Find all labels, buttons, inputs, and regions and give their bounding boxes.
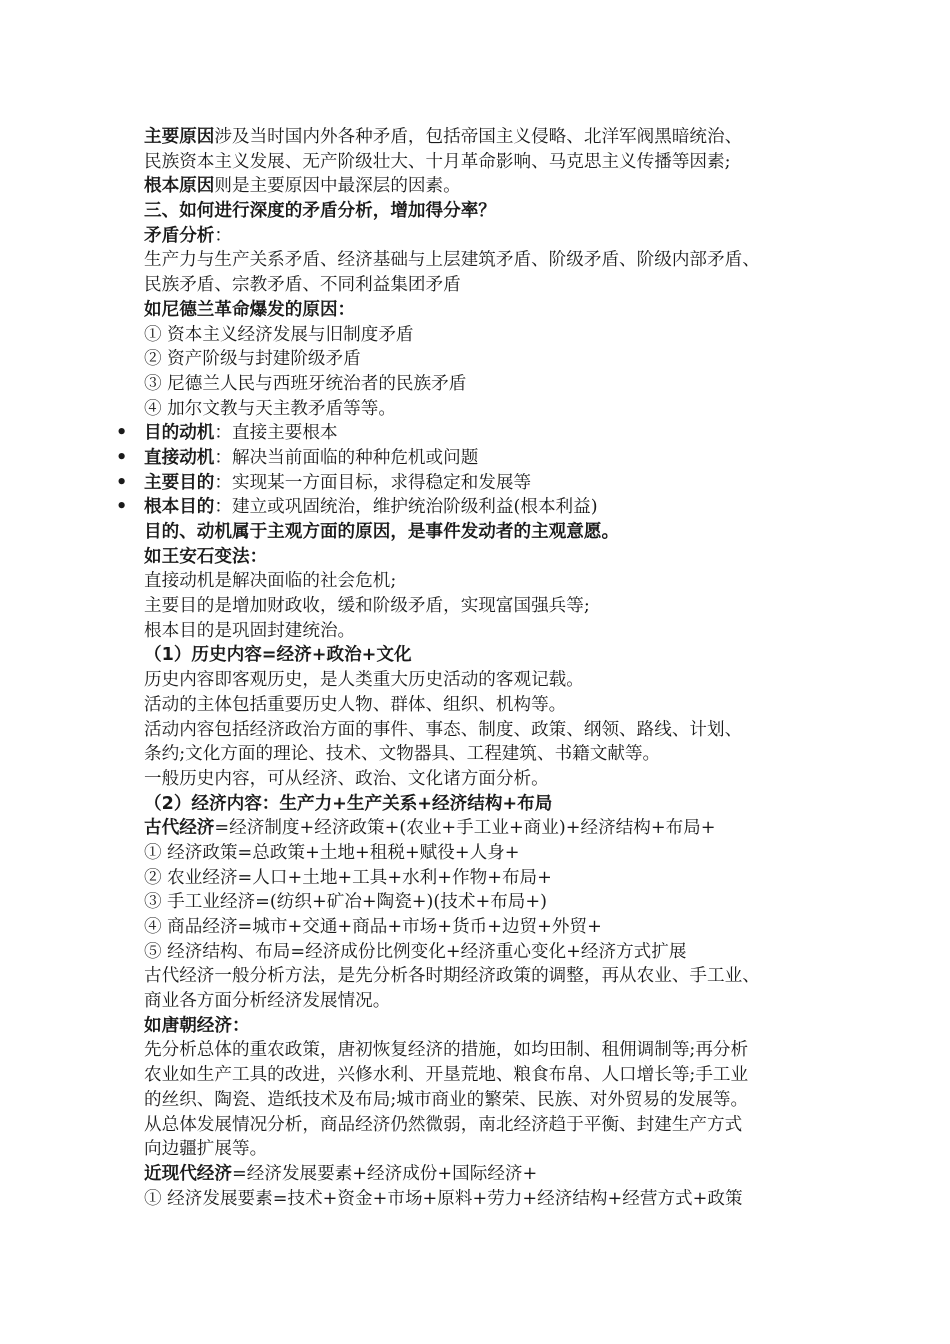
body-text: 活动内容包括经济政治方面的事件、事态、制度、政策、纲领、路线、计划、	[144, 719, 743, 740]
bold-text: 根本目的	[144, 497, 215, 518]
text-line	[144, 347, 834, 372]
body-text: 先分析总体的重农政策，唐初恢复经济的措施，如均田制、租佣调制等;再分析	[144, 1040, 749, 1061]
body-text: 活动的主体包括重要历史人物、群体、组织、机构等。	[144, 694, 567, 715]
body-text: ③ 尼德兰人民与西班牙统治者的民族矛盾	[144, 373, 467, 394]
body-text: 历史内容即客观历史，是人类重大历史活动的客观记载。	[144, 670, 584, 691]
text-line	[144, 940, 834, 965]
body-text: ① 资本主义经济发展与旧制度矛盾	[144, 324, 414, 345]
body-text: ：直接主要根本	[214, 423, 338, 444]
text-line	[144, 372, 834, 397]
bold-text: 三、如何进行深度的矛盾分析，增加得分率？	[144, 201, 496, 222]
body-text: =经济发展要素+经济成份+国际经济+	[231, 1163, 538, 1184]
text-line	[144, 1137, 834, 1162]
text-line	[144, 323, 834, 348]
text-line	[144, 668, 834, 693]
text-line	[144, 742, 834, 767]
body-text: 向边疆扩展等。	[144, 1139, 268, 1160]
body-text: 生产力与生产关系矛盾、经济基础与上层建筑矛盾、阶级矛盾、阶级内部矛盾、	[144, 250, 760, 271]
bold-text: 主要原因	[144, 127, 215, 147]
text-line	[144, 248, 834, 273]
body-text: 农业如生产工具的改进，兴修水利、开垦荒地、粮食布帛、人口增长等;手工业	[144, 1065, 749, 1086]
text-line	[144, 866, 834, 891]
body-text: ：建立或巩固统治，维护统治阶级利益(根本利益)	[214, 497, 598, 518]
text-line	[144, 890, 834, 915]
text-line	[144, 816, 834, 841]
text-line	[144, 1038, 834, 1063]
text-line	[144, 1063, 834, 1088]
text-line	[144, 199, 834, 224]
text-line	[144, 718, 834, 743]
bold-text: 如王安石变法：	[144, 546, 268, 567]
body-text: 涉及当时国内外各种矛盾，包括帝国主义侵略、北洋军阀黑暗统治、	[214, 127, 743, 147]
bullet-marker: •	[116, 423, 128, 444]
text-line	[144, 619, 834, 644]
body-text: =经济制度+经济政策+(农业+手工业+商业)+经济结构+布局+	[214, 818, 716, 839]
body-text: 一般历史内容，可从经济、政治、文化诸方面分析。	[144, 768, 549, 789]
text-line	[144, 569, 834, 594]
bold-text: 矛盾分析	[144, 225, 215, 246]
document-body	[116, 125, 834, 1211]
text-line	[144, 174, 834, 199]
body-text: ③ 手工业经济=(纺织+矿冶+陶瓷+)(技术+布局+)	[144, 892, 547, 913]
text-line	[144, 397, 834, 422]
body-text: 主要目的是增加财政收，缓和阶级矛盾，实现富国强兵等;	[144, 596, 590, 617]
text-line	[144, 1014, 834, 1039]
body-text: 则是主要原因中最深层的因素。	[214, 176, 461, 197]
body-text: ⑤ 经济结构、布局=经济成份比例变化+经济重心变化+经济方式扩展	[144, 941, 687, 962]
bold-text: 近现代经济	[144, 1163, 232, 1184]
text-line	[144, 841, 834, 866]
text-line	[144, 693, 834, 718]
body-text: ① 经济发展要素=技术+资金+市场+原料+劳力+经济结构+经营方式+政策	[144, 1188, 743, 1209]
body-text: 从总体发展情况分析，商品经济仍然微弱，南北经济趋于平衡、封建生产方式	[144, 1114, 743, 1135]
text-line	[144, 915, 834, 940]
text-line	[144, 125, 834, 150]
bold-text: 古代经济	[144, 818, 215, 839]
body-text: 直接动机是解决面临的社会危机;	[144, 571, 397, 592]
text-line	[144, 224, 834, 249]
text-line	[144, 1088, 834, 1113]
text-line	[144, 989, 834, 1014]
body-text: 条约;文化方面的理论、技术、文物器具、工程建筑、书籍文献等。	[144, 744, 661, 765]
text-line	[144, 273, 834, 298]
body-text: ：实现某一方面目标，求得稳定和发展等	[214, 472, 532, 493]
bullet-marker: •	[116, 472, 128, 493]
bold-text: 目的、动机属于主观方面的原因，是事件发动者的主观意愿。	[144, 522, 620, 542]
body-text: ④ 加尔文教与天主教矛盾等等。	[144, 398, 396, 419]
text-line	[144, 1113, 834, 1138]
text-line	[144, 792, 834, 817]
body-text: ：解决当前面临的种种危机或问题	[214, 447, 479, 468]
text-line	[144, 1162, 834, 1187]
body-text: 根本目的是巩固封建统治。	[144, 620, 356, 641]
body-text: ① 经济政策=总政策+土地+租税+赋役+人身+	[144, 842, 520, 863]
text-line	[116, 471, 834, 496]
text-line	[144, 594, 834, 619]
text-line	[116, 446, 834, 471]
body-text: 民族资本主义发展、无产阶级壮大、十月革命影响、马克思主义传播等因素;	[144, 151, 731, 172]
body-text: 古代经济一般分析方法，是先分析各时期经济政策的调整，再从农业、手工业、	[144, 966, 760, 987]
text-line	[144, 298, 834, 323]
body-text: 民族矛盾、宗教矛盾、不同利益集团矛盾	[144, 275, 461, 296]
text-line	[144, 1187, 834, 1212]
bold-text: 主要目的	[144, 472, 215, 493]
text-line	[144, 520, 834, 545]
bold-text: 目的动机	[144, 423, 215, 444]
bold-text: 直接动机	[144, 447, 215, 468]
text-line	[144, 545, 834, 570]
text-line	[144, 643, 834, 668]
bullet-marker: •	[116, 447, 128, 468]
text-line	[144, 964, 834, 989]
body-text: ④ 商品经济=城市+交通+商品+市场+货币+边贸+外贸+	[144, 917, 602, 937]
body-text: 的丝织、陶瓷、造纸技术及布局;城市商业的繁荣、民族、对外贸易的发展等。	[144, 1089, 749, 1110]
body-text: ：	[214, 225, 232, 246]
body-text: 商业各方面分析经济发展情况。	[144, 991, 391, 1012]
bold-text: 如唐朝经济：	[144, 1015, 250, 1036]
body-text: ② 资产阶级与封建阶级矛盾	[144, 349, 361, 370]
body-text: ② 农业经济=人口+土地+工具+水利+作物+布局+	[144, 867, 552, 888]
bold-text: （2）经济内容：生产力+生产关系+经济结构+布局	[144, 793, 553, 814]
bullet-marker: •	[116, 497, 128, 518]
bold-text: 根本原因	[144, 176, 215, 197]
text-line	[116, 495, 834, 520]
text-line	[144, 767, 834, 792]
bold-text: （1）历史内容=经济+政治+文化	[144, 645, 412, 666]
bold-text: 如尼德兰革命爆发的原因：	[144, 299, 356, 320]
text-line	[116, 421, 834, 446]
text-line	[144, 150, 834, 175]
